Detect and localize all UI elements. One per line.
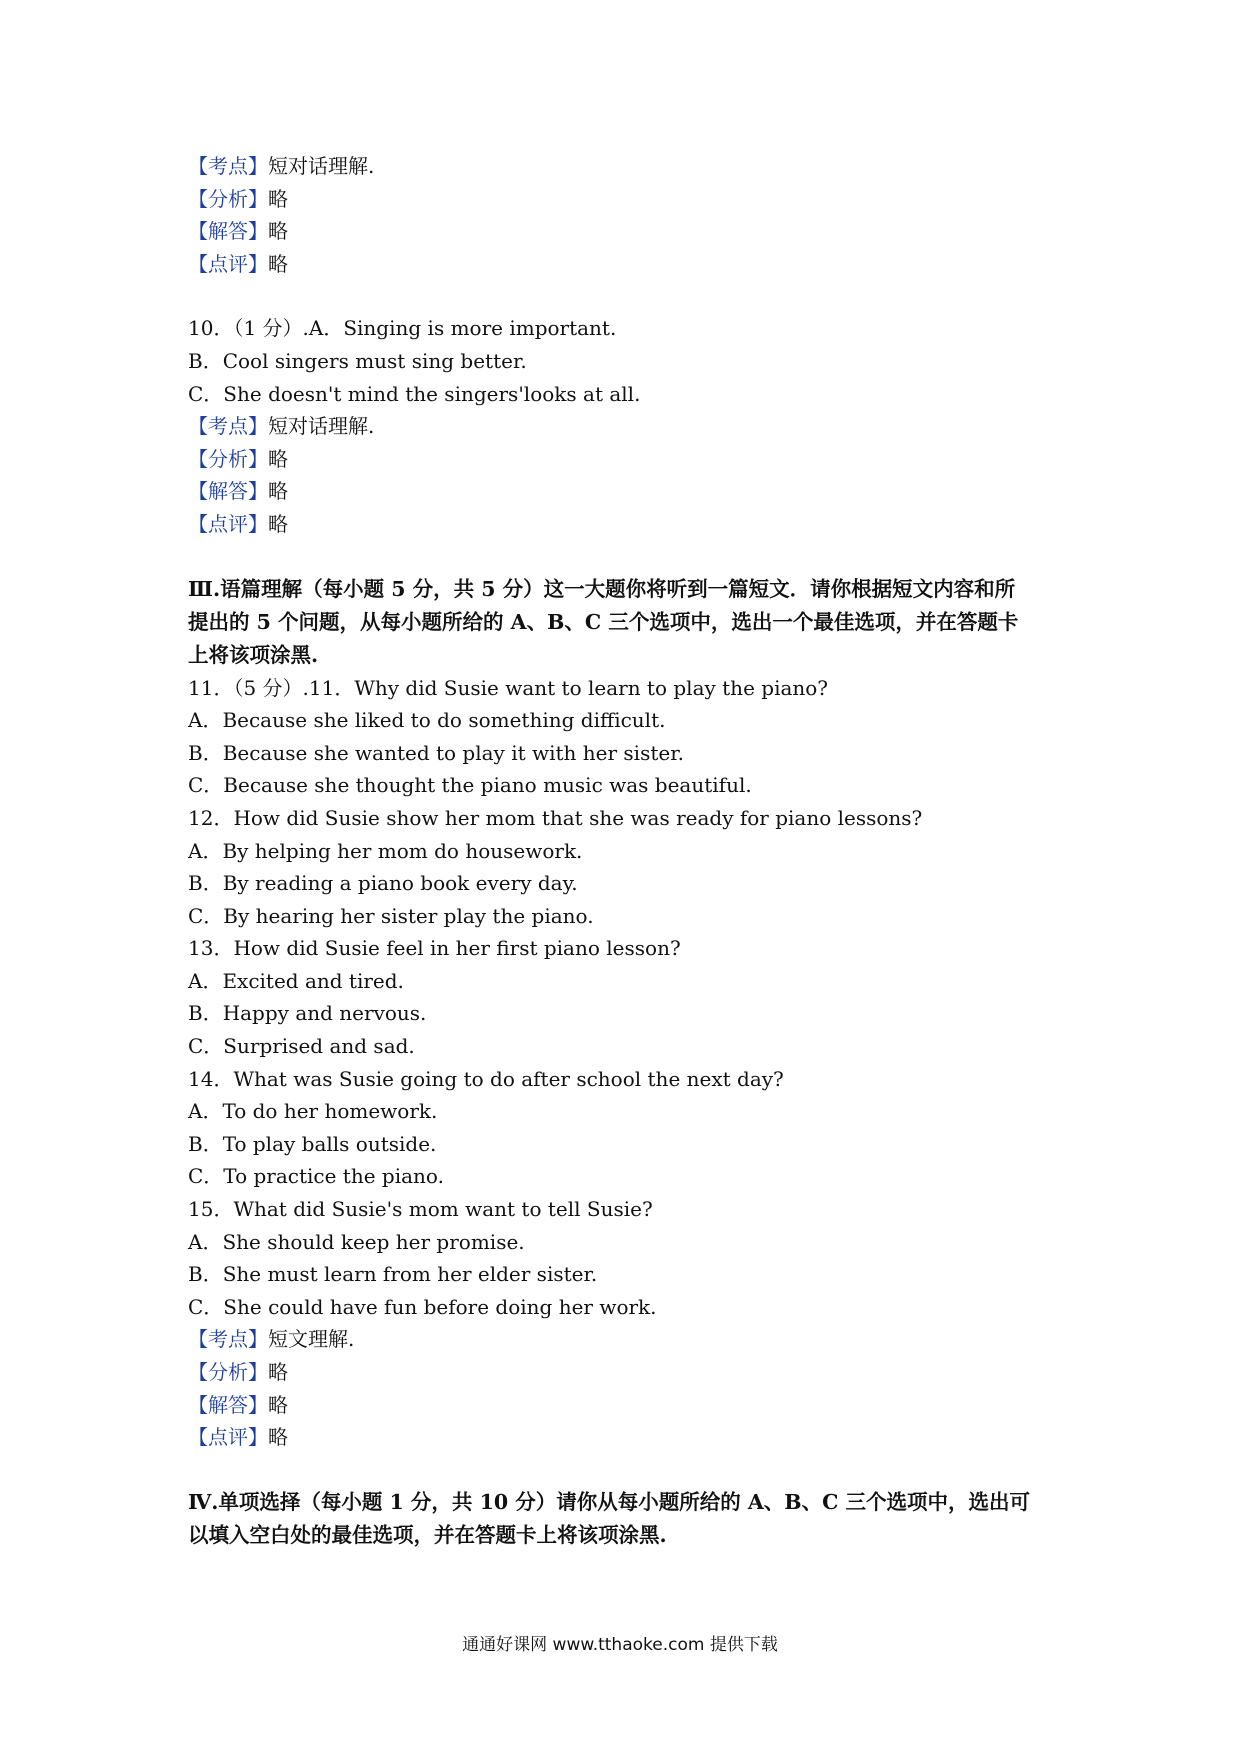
q15-option-a: A．She should keep her promise. [188,1229,525,1254]
section-4-heading-line-1: Ⅳ.单项选择（每小题 1 分，共 10 分）请你从每小题所给的 A、B、C 三个选项中，选出可 [188,1489,1031,1514]
fenxi-row [188,1356,1068,1389]
fenxi-row [188,183,1068,216]
jieda-text: 略 [268,479,288,504]
q12-option-c: C．By hearing her sister play the piano. [188,903,594,928]
dianping-row [188,1421,1068,1454]
dianping-row [188,248,1068,281]
question-13: 13．How did Susie feel in her first piano lesson? [188,936,681,961]
fenxi-label: 【分析】 [188,186,268,211]
page-footer: 通通好课网 www.tthaoke.com 提供下载 [462,1635,778,1655]
q12-option-a: A．By helping her mom do housework. [188,838,583,863]
dianping-text: 略 [268,251,288,276]
q14-option-a: A．To do her homework. [188,1099,438,1124]
section-3-heading-line-1: Ⅲ.语篇理解（每小题 5 分，共 5 分）这一大题你将听到一篇短文．请你根据短文内容和所 [188,576,1016,601]
q12-option-b: B．By reading a piano book every day. [188,871,578,896]
fenxi-row [188,443,1068,476]
kaodian-text: 短文理解. [268,1327,355,1352]
question-14: 14．What was Susie going to do after school the next day? [188,1066,784,1091]
kaodian-label: 【考点】 [188,414,268,439]
question-10: 10．（1 分）.A．Singing is more important. [188,316,617,341]
dianping-label: 【点评】 [188,511,268,536]
kaodian-row [188,150,1068,183]
kaodian-label: 【考点】 [188,1327,268,1352]
jieda-label: 【解答】 [188,219,268,244]
q15-option-c: C．She could have fun before doing her work. [188,1294,657,1319]
q14-option-b: B．To play balls outside. [188,1131,437,1156]
jieda-text: 略 [268,1392,288,1417]
jieda-row [188,215,1068,248]
q14-option-c: C．To practice the piano. [188,1164,444,1189]
section-3-heading-line-2: 提出的 5 个问题，从每小题所给的 A、B、C 三个选项中，选出一个最佳选项，并在答题卡 [188,609,1019,634]
q11-option-a: A．Because she liked to do something difficult. [188,708,666,733]
jieda-label: 【解答】 [188,1392,268,1417]
jieda-text: 略 [268,219,288,244]
question-15: 15．What did Susie's mom want to tell Susie? [188,1197,653,1222]
q11-option-c: C．Because she thought the piano music was beautiful. [188,773,752,798]
q11-option-b: B．Because she wanted to play it with her sister. [188,740,684,765]
jieda-row [188,475,1068,508]
fenxi-text: 略 [268,186,288,211]
dianping-text: 略 [268,511,288,536]
fenxi-label: 【分析】 [188,446,268,471]
kaodian-row [188,1323,1068,1356]
spacer [188,1454,1068,1486]
dianping-row [188,508,1068,541]
question-11: 11．（5 分）.11．Why did Susie want to learn to play the piano? [188,675,829,700]
q10-option-c: C．She doesn't mind the singers'looks at all. [188,381,641,406]
dianping-text: 略 [268,1425,288,1450]
q13-option-b: B．Happy and nervous. [188,1001,427,1026]
dianping-label: 【点评】 [188,1425,268,1450]
document-page [188,150,1068,1552]
kaodian-row [188,410,1068,443]
fenxi-text: 略 [268,446,288,471]
section-4-heading-line-2: 以填入空白处的最佳选项，并在答题卡上将该项涂黑. [188,1522,667,1547]
fenxi-label: 【分析】 [188,1360,268,1384]
q15-option-b: B．She must learn from her elder sister. [188,1262,598,1287]
dianping-label: 【点评】 [188,251,268,276]
kaodian-text: 短对话理解. [268,154,375,178]
kaodian-label: 【考点】 [188,154,268,178]
fenxi-text: 略 [268,1360,288,1384]
q13-option-a: A．Excited and tired. [188,968,404,993]
question-12: 12．How did Susie show her mom that she was ready for piano lessons? [188,805,923,830]
section-3-heading-line-3: 上将该项涂黑. [188,642,319,667]
jieda-row [188,1389,1068,1422]
jieda-label: 【解答】 [188,479,268,504]
q10-option-b: B．Cool singers must sing better. [188,348,527,373]
q13-option-c: C．Surprised and sad. [188,1034,415,1059]
kaodian-text: 短对话理解. [268,414,375,439]
spacer [188,280,1068,312]
spacer [188,541,1068,573]
